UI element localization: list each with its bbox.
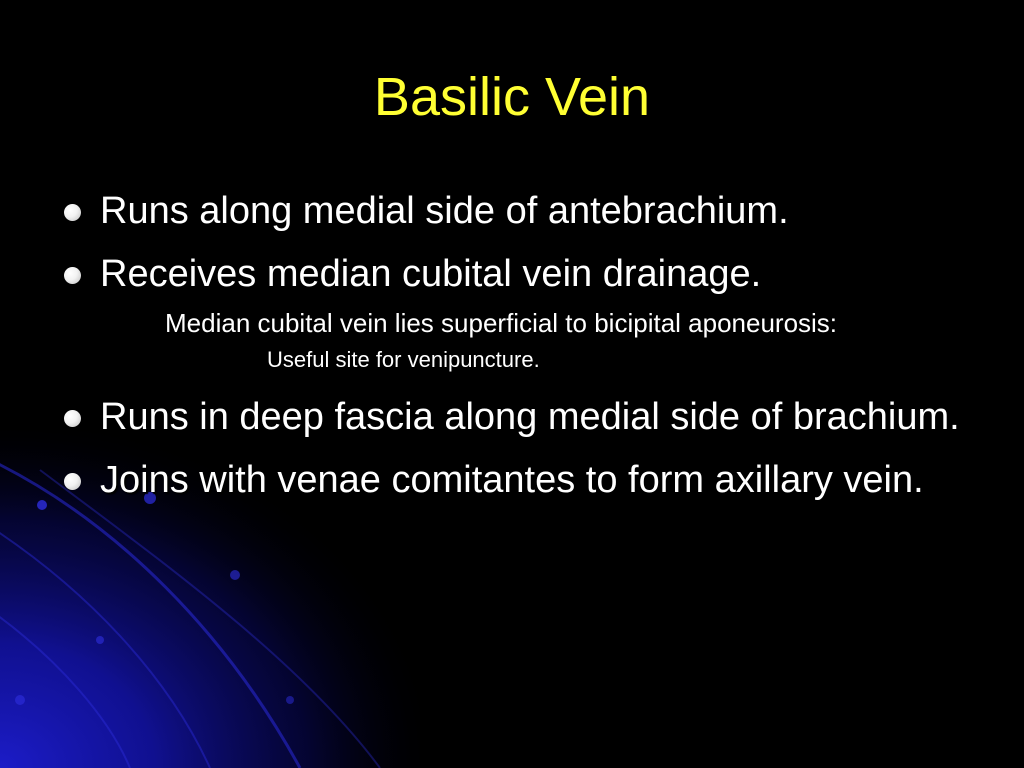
bullet-dot-icon [64,473,81,490]
decor-dot-1 [37,500,47,510]
decor-dot-5 [286,696,294,704]
sub-sub-bullet-text: Useful site for venipuncture. [267,347,540,372]
decor-dot-4 [96,636,104,644]
bullet-item [62,391,962,444]
bullet-text: Runs in deep fascia along medial side of brachium. [100,396,960,438]
decor-dot-6 [15,695,25,705]
bullet-text: Runs along medial side of antebrachium. [100,190,789,232]
bullet-list [62,185,962,517]
bullet-item [62,185,962,238]
slide-title: Basilic Vein [373,67,651,127]
bullet-text: Joins with venae comitantes to form axillary vein. [100,459,924,501]
bullet-dot-icon [64,267,81,284]
bullet-dot-icon [64,410,81,427]
sub-bullet-text: Median cubital vein lies superficial to bicipital aponeurosis: [165,308,838,338]
bullet-item [62,248,962,301]
bullet-text: Receives median cubital vein drainage. [100,253,762,295]
bullet-item [62,454,962,507]
bullet-dot-icon [64,204,81,221]
decor-dot-3 [230,570,240,580]
